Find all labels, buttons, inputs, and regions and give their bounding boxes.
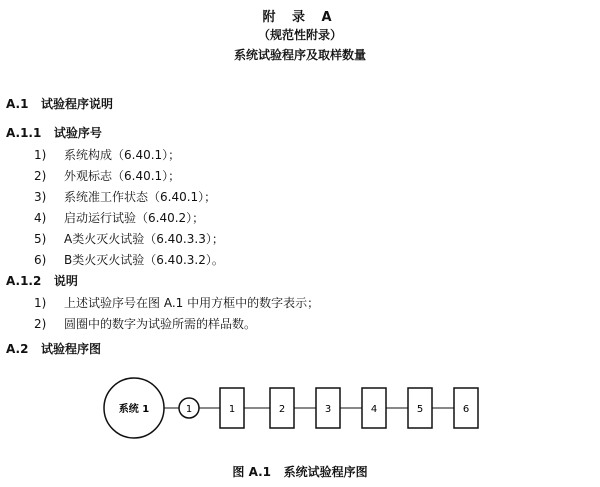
section-a11-title: 试验序号 (53, 126, 102, 140)
section-a1-number: A.1 (6, 97, 29, 111)
list-item (34, 146, 180, 163)
step-label: 4 (370, 404, 378, 415)
step-label: 2 (278, 404, 286, 415)
list-item-text: 启动运行试验（6.40.2）； (64, 211, 205, 225)
step-label: 6 (462, 404, 470, 415)
list-item (34, 230, 224, 247)
list-item-number: 1) (34, 148, 47, 162)
list-item (34, 209, 204, 226)
list-item-text: 系统准工作状态（6.40.1）； (64, 190, 217, 204)
sample-count-label: 1 (185, 404, 193, 415)
note-item-text: 圆圈中的数字为试验所需的样品数。 (64, 317, 257, 331)
section-a2-number: A.2 (6, 342, 29, 356)
section-a12-title: 说明 (53, 274, 78, 288)
list-item-text: 外观标志（6.40.1）； (64, 169, 181, 183)
section-a12-number: A.1.2 (6, 274, 42, 288)
note-item-number: 2) (34, 317, 47, 331)
list-item (34, 188, 216, 205)
section-a1-title: 试验程序说明 (40, 97, 113, 111)
figure-caption-text: 系统试验程序图 (283, 465, 368, 479)
list-item-number: 3) (34, 190, 47, 204)
list-item-number: 6) (34, 253, 47, 267)
list-item-number: 5) (34, 232, 47, 246)
list-item (34, 167, 180, 184)
step-label: 5 (416, 404, 424, 415)
appendix-heading: 系统试验程序及取样数量 (233, 48, 366, 62)
section-a11-number: A.1.1 (6, 126, 42, 140)
section-a2-title: 试验程序图 (40, 342, 101, 356)
step-label: 1 (228, 404, 236, 415)
section-a12 (6, 272, 78, 289)
system-circle-label: 系统 1 (118, 404, 150, 415)
appendix-title: 附 录 A (262, 10, 338, 25)
section-a11 (6, 124, 102, 141)
note-item (34, 315, 256, 332)
note-item-number: 1) (34, 296, 47, 310)
note-item-text: 上述试验序号在图 A.1 中用方框中的数字表示； (64, 296, 320, 310)
figure-caption-number: 图 A.1 (232, 465, 272, 479)
list-item-text: B类火灭火试验（6.40.3.2）。 (64, 253, 224, 267)
list-item-text: A类火灭火试验（6.40.3.3）； (64, 232, 224, 246)
list-item-number: 4) (34, 211, 47, 225)
list-item (34, 251, 224, 268)
step-label: 3 (324, 404, 332, 415)
note-item (34, 294, 319, 311)
section-a2 (6, 340, 101, 357)
figure-caption (0, 463, 600, 480)
appendix-subtitle: （规范性附录） (257, 28, 342, 42)
section-a1 (6, 95, 113, 112)
list-item-text: 系统构成（6.40.1）； (64, 148, 181, 162)
test-procedure-diagram (0, 360, 600, 450)
list-item-number: 2) (34, 169, 47, 183)
